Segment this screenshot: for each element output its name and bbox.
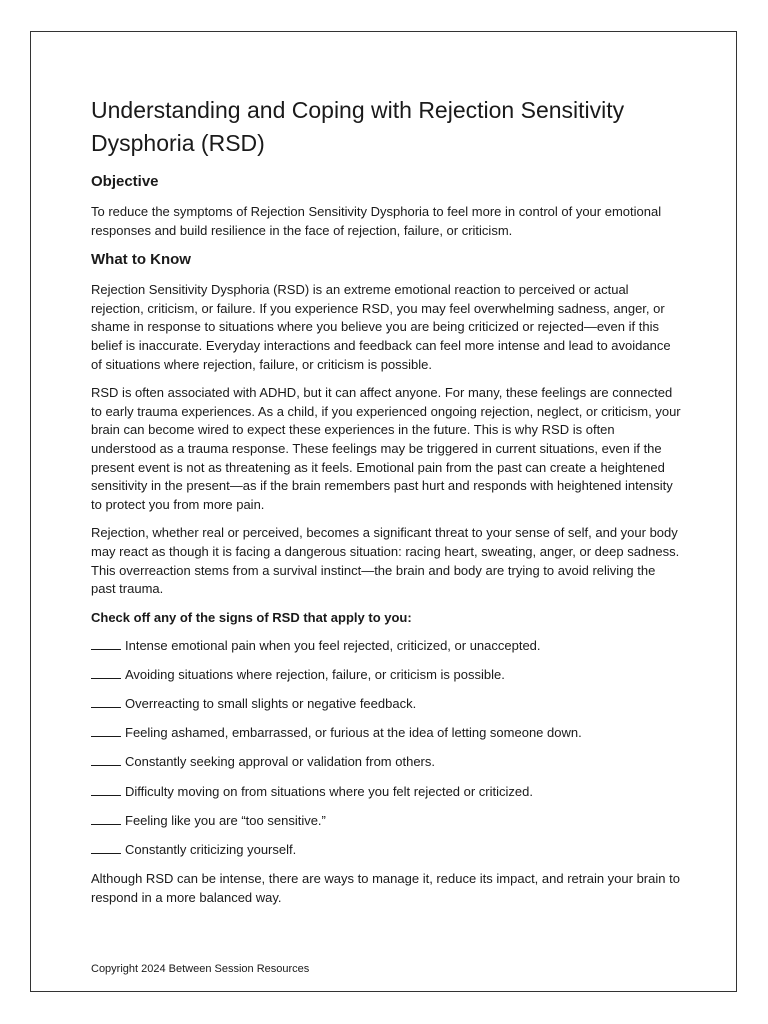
checklist-item-label: Feeling ashamed, embarrassed, or furious at the idea of letting someone down. [125,725,582,741]
checklist-item-label: Overreacting to small slights or negative feedback. [125,696,417,712]
checklist-item [91,812,683,830]
check-blank[interactable] [91,724,121,737]
check-blank[interactable] [91,841,121,854]
check-blank[interactable] [91,753,121,766]
what-to-know-paragraph: Rejection Sensitivity Dysphoria (RSD) is an extreme emotional reaction to perceived or actual rejection, criticism, or failure. If you experience RSD, you may feel overwhelming sadness, anger, or shame in response to situations where you believe you are being criticized or rejected—even if this belief is inaccurate. Everyday interactions and feedback can feel more intense and lead to avoidance of situations where rejection, failure, or criticism is possible. [91,282,671,372]
check-blank[interactable] [91,812,121,825]
check-blank[interactable] [91,637,121,650]
what-to-know-paragraph: RSD is often associated with ADHD, but it can affect anyone. For many, these feelings are connected to early trauma experiences. As a child, if you experienced ongoing rejection, neglect, or criticism, your brain can become wired to expect these experiences in the future. This is why RSD is often understood as a trauma response. These feelings may be triggered in current situations, even if the present event is not as threatening as it feels. Emotional pain from the past can create a heightened sensitivity in the present—as if the brain remembers past hurt and responds with heightened intensity to protect you from more pain. [91,385,681,512]
check-blank[interactable] [91,783,121,796]
checklist-item [91,753,683,771]
objective-heading: Objective [91,173,159,190]
what-to-know-paragraph: Rejection, whether real or perceived, becomes a significant threat to your sense of self, and your body may react as though it is facing a dangerous situation: racing heart, sweating, anger, or deep sadness. This overreaction stems from a survival instinct—the brain and body are trying to avoid reliving the past trauma. [91,525,680,597]
checklist-item [91,637,683,655]
document-content [91,94,683,917]
checklist-item [91,724,683,742]
copyright-footer: Copyright 2024 Between Session Resources [91,963,310,975]
checklist-item-label: Difficulty moving on from situations where you felt rejected or criticized. [125,783,533,799]
checklist-item-label: Avoiding situations where rejection, failure, or criticism is possible. [125,666,505,682]
page-title: Understanding and Coping with Rejection Sensitivity Dysphoria (RSD) [91,97,625,156]
checklist-item-label: Intense emotional pain when you feel rejected, criticized, or unaccepted. [125,637,541,653]
check-blank[interactable] [91,666,121,679]
checklist-item [91,695,683,713]
closing-text: Although RSD can be intense, there are ways to manage it, reduce its impact, and retrain your brain to respond in a more balanced way. [91,871,680,905]
document-page [30,31,737,992]
checklist-item-label: Feeling like you are “too sensitive.” [125,812,326,828]
objective-text: To reduce the symptoms of Rejection Sensitivity Dysphoria to feel more in control of your emotional responses and build resilience in the face of rejection, failure, or criticism. [91,204,662,238]
checklist-item [91,841,683,859]
checklist-item-label: Constantly criticizing yourself. [125,842,297,857]
checklist-item-label: Constantly seeking approval or validation from others. [125,754,435,770]
checklist-item [91,783,683,801]
checklist-item [91,666,683,684]
check-blank[interactable] [91,695,121,708]
checklist-heading: Check off any of the signs of RSD that apply to you: [91,609,412,625]
checklist [91,637,683,859]
what-to-know-heading: What to Know [91,251,191,269]
